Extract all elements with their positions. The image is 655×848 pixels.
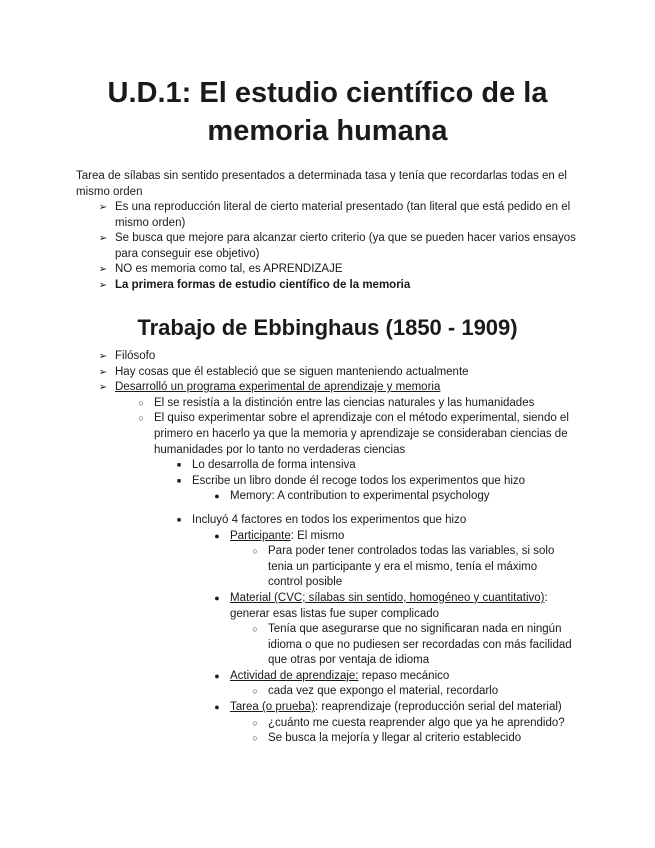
list-item [96, 544, 568, 591]
list-item-text: Para poder tener controlados todas las variables, si solo tenia un participante y era el mismo, tenía el máximo control posible [268, 545, 555, 589]
list-item-text: cada vez que expongo el material, recordarlo [268, 685, 499, 698]
circle-bullet-icon: ○ [138, 397, 144, 408]
arrow-bullet-icon: ➢ [98, 279, 108, 291]
arrow-bullet-icon: ➢ [98, 351, 108, 362]
circle-bullet-icon: ○ [138, 413, 144, 424]
intro-bullet-list [96, 200, 576, 294]
arrow-bullet-icon: ➢ [98, 233, 108, 245]
factor-text: : reaprendizaje (reproducción serial del material) [315, 701, 562, 714]
list-item-text: Desarrolló un programa experimental de aprendizaje y memoria [115, 381, 441, 394]
factor-label: Tarea (o prueba) [230, 701, 316, 714]
list-item [96, 458, 586, 474]
list-item-text: La primera formas de estudio científico de la memoria [115, 278, 411, 291]
circle-bullet-icon: ○ [252, 717, 258, 728]
factor-label: Material (CVC; sílabas sin sentido, homogéneo y cuantitativo) [230, 591, 545, 604]
page-title: U.D.1: El estudio científico de la memoria humana [107, 77, 548, 147]
factor-text: : generar esas listas fue super complicado [230, 591, 548, 620]
list-item [96, 411, 586, 458]
square-bullet-icon: ■ [176, 516, 182, 524]
arrow-bullet-icon: ➢ [98, 202, 108, 213]
factor-label: Actividad de aprendizaje: [230, 669, 359, 682]
list-item [96, 731, 586, 747]
arrow-bullet-icon: ➢ [98, 382, 108, 394]
list-item [96, 349, 586, 365]
disc-bullet-icon: ● [214, 702, 220, 713]
section-title: Trabajo de Ebbinghaus (1850 - 1909) [137, 315, 518, 340]
arrow-bullet-icon: ➢ [98, 264, 108, 276]
list-item-text: NO es memoria como tal, es APRENDIZAJE [115, 263, 343, 276]
list-item-text: Es una reproducción literal de cierto material presentado (tan literal que está pedido en el mismo orden) [115, 201, 571, 229]
list-item [96, 262, 576, 278]
list-item-text: Memory: A contribution to experimental psychology [230, 490, 490, 503]
disc-bullet-icon: ● [214, 491, 220, 502]
list-item [96, 529, 586, 545]
intro-paragraph: Tarea de sílabas sin sentido presentados a determinada tasa y tenía que recordarlas todas en el mismo orden [76, 170, 567, 198]
circle-bullet-icon: ○ [252, 733, 258, 744]
list-item [96, 200, 576, 231]
list-item-text: El se resistía a la distinción entre las ciencias naturales y las humanidades [154, 396, 535, 409]
list-item-text: ¿cuánto me cuesta reaprender algo que ya he aprendido? [268, 716, 565, 729]
list-item-text: Se busca la mejoría y llegar al criterio establecido [268, 732, 522, 745]
list-item-text: Incluyó 4 factores en todos los experimentos que hizo [192, 513, 467, 526]
list-item-text [230, 591, 566, 622]
arrow-bullet-icon: ➢ [98, 366, 108, 378]
list-item [96, 380, 586, 396]
list-item [96, 513, 586, 529]
list-item [96, 489, 586, 505]
list-item-text: Filósofo [115, 350, 156, 362]
list-item-text [230, 529, 586, 545]
list-item [96, 396, 586, 412]
factor-label: Participante [230, 529, 291, 542]
list-item-text: Hay cosas que él estableció que se siguen manteniendo actualmente [115, 365, 469, 378]
list-item-text: Lo desarrolla de forma intensiva [192, 459, 356, 472]
factor-text: repaso mecánico [358, 669, 450, 682]
ebbinghaus-list [96, 349, 586, 747]
list-item [96, 700, 586, 716]
circle-bullet-icon: ○ [252, 624, 258, 635]
list-item [96, 591, 566, 622]
list-item-text: Escribe un libro donde él recoge todos los experimentos que hizo [192, 474, 526, 487]
disc-bullet-icon: ● [214, 592, 220, 603]
list-item-text [230, 669, 586, 685]
list-item-text: Se busca que mejore para alcanzar cierto criterio (ya que se pueden hacer varios ensayos para conseguir ese objetivo) [115, 232, 576, 260]
square-bullet-icon: ■ [176, 462, 182, 470]
list-item [96, 474, 586, 490]
list-item [96, 622, 578, 669]
list-item-text [230, 700, 586, 716]
list-item [96, 684, 586, 700]
disc-bullet-icon: ● [214, 530, 220, 541]
list-item-text: El quiso experimentar sobre el aprendizaje con el método experimental, siendo el primero en hacerlo ya que la memoria y aprendizaje se consideraban ciencias de humanidades por lo tanto no verdaderas ciencias [154, 412, 569, 456]
list-item-text: Tenía que asegurarse que no significaran nada en ningún idioma o que no pudiesen ser recordadas con más facilidad que otras por ventaja de idioma [268, 623, 572, 667]
list-item [96, 365, 586, 381]
circle-bullet-icon: ○ [252, 686, 258, 697]
circle-bullet-icon: ○ [252, 546, 258, 557]
list-item [96, 669, 586, 685]
list-item [96, 278, 576, 294]
list-item [96, 231, 576, 262]
list-item [96, 716, 586, 732]
factor-text: : El mismo [290, 529, 345, 542]
square-bullet-icon: ■ [176, 477, 182, 485]
disc-bullet-icon: ● [214, 670, 220, 681]
